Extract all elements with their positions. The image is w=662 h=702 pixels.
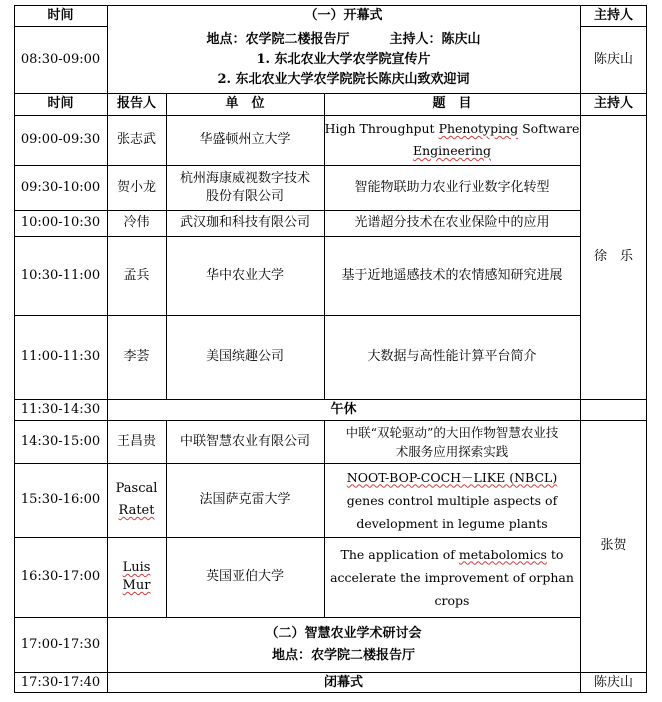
schedule-table <box>14 5 647 693</box>
row-time: 14:30-15:00 <box>20 433 101 449</box>
speaker-line: Ratet <box>118 503 155 518</box>
row-speaker: 李荟 <box>123 349 150 364</box>
row-time: 09:00-09:30 <box>20 132 101 147</box>
row-unit: 华盛顿州立大学 <box>199 132 291 147</box>
row-speaker <box>107 463 166 537</box>
row-time: 15:30-16:00 <box>20 492 101 507</box>
header2-time: 时间 <box>47 96 74 111</box>
row-topic: 智能物联助力农业行业数字化转型 <box>354 179 550 195</box>
closing-title: 闭幕式 <box>323 674 363 690</box>
header2-speaker: 报告人 <box>116 96 156 111</box>
row-unit: 中联智慧农业有限公司 <box>179 433 310 449</box>
session2-host: 张贺 <box>600 538 627 553</box>
row-speaker: 冷伟 <box>123 215 150 230</box>
header2-unit: 单 位 <box>225 96 265 111</box>
location-value: 农学院二楼报告厅 <box>311 647 416 663</box>
location-label: 地点： <box>271 647 311 663</box>
closing-host: 陈庆山 <box>593 674 633 690</box>
row-topic: 光谱超分技术在农业保险中的应用 <box>354 215 550 230</box>
topic-word: metabolomics <box>458 546 547 562</box>
row-speaker: 王昌贵 <box>116 433 156 449</box>
unit-line: 杭州海康威视数字技术 <box>179 170 310 186</box>
topic-line: development in legume plants <box>356 515 548 531</box>
unit-line: 股份有限公司 <box>205 188 284 204</box>
topic-line: 术服务应用探索实践 <box>395 443 509 459</box>
row-unit: 华中农业大学 <box>205 267 284 283</box>
opening-item-1: 1. 东北农业大学农学院宣传片 <box>256 52 431 67</box>
row-speaker <box>107 537 166 617</box>
seminar-title: （二）智慧农业学术研讨会 <box>265 625 422 641</box>
opening-item-2: 2. 东北农业大学农学院院长陈庆山致欢迎词 <box>217 72 470 87</box>
row-unit: 英国亚伯大学 <box>205 569 284 584</box>
row-topic: The application of metabolomics to accelerate the improvement of orphan crops <box>324 537 580 617</box>
topic-line: crops <box>434 592 470 608</box>
topic-line: genes control multiple aspects of <box>346 492 558 508</box>
topic-line: Engineering <box>412 143 492 158</box>
row-time: 16:30-17:00 <box>20 569 101 584</box>
row-speaker: 张志武 <box>116 132 156 147</box>
row-time: 11:00-11:30 <box>20 349 101 364</box>
break-time: 11:30-14:30 <box>20 401 101 417</box>
location-label: 地点： <box>206 32 246 47</box>
seminar-location-line <box>272 645 415 667</box>
row-speaker: 贺小龙 <box>116 179 156 195</box>
row-time: 10:00-10:30 <box>20 215 101 230</box>
header-time: 时间 <box>47 7 74 23</box>
header2-host: 主持人 <box>593 96 633 111</box>
speaker-line: Pascal <box>115 481 158 496</box>
seminar-time: 17:00-17:30 <box>20 636 101 652</box>
opening-time: 08:30-09:00 <box>20 51 101 67</box>
closing-time: 17:30-17:40 <box>20 674 101 690</box>
topic-word: Phenotyping <box>438 121 519 136</box>
row-topic: 基于近地遥感技术的农情感知研究进展 <box>341 267 563 283</box>
row-topic <box>324 420 580 463</box>
opening-details <box>107 27 580 93</box>
row-topic: 大数据与高性能计算平台简介 <box>367 349 537 364</box>
topic-line: NOOT-BOP-COCH－LIKE (NBCL) <box>346 469 558 485</box>
opening-location-line <box>206 31 480 49</box>
row-unit: 武汉珈和科技有限公司 <box>179 215 310 230</box>
row-unit: 美国缤趣公司 <box>205 349 284 364</box>
location-value: 农学院二楼报告厅 <box>245 32 350 47</box>
host-value: 陈庆山 <box>441 32 481 47</box>
row-unit: 法国萨克雷大学 <box>199 492 291 507</box>
row-speaker: 孟兵 <box>123 267 150 283</box>
seminar-details <box>107 617 580 672</box>
speaker-line: Luis Mur <box>122 560 151 593</box>
session1-host: 徐 乐 <box>593 249 633 264</box>
host-label: 主持人： <box>389 32 442 47</box>
row-topic: High Throughput Phenotyping Software Engineering <box>324 115 580 165</box>
header-host: 主持人 <box>593 7 633 23</box>
opening-host: 陈庆山 <box>593 51 633 67</box>
row-time: 09:30-10:00 <box>20 179 101 195</box>
header2-topic: 题 目 <box>432 96 472 111</box>
break-label: 午休 <box>330 401 357 417</box>
topic-line: 中联“双轮驱动”的大田作物智慧农业技 <box>345 424 559 440</box>
row-topic <box>324 463 580 537</box>
topic-line: accelerate the improvement of orphan <box>330 569 574 585</box>
row-unit <box>166 165 324 210</box>
opening-title: （一）开幕式 <box>304 8 383 23</box>
row-time: 10:30-11:00 <box>20 267 101 283</box>
